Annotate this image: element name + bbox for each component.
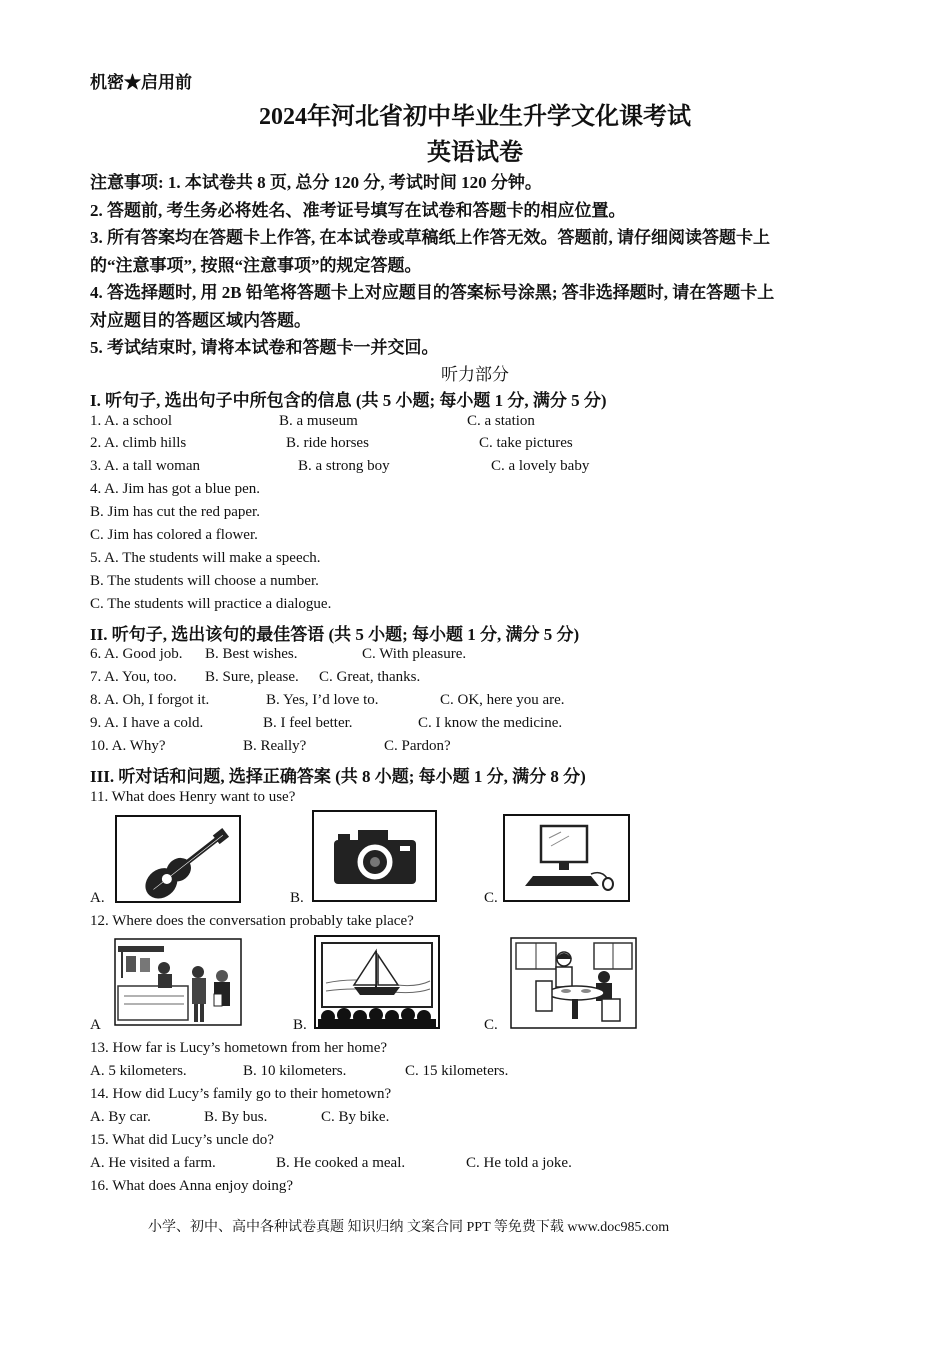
q15-option-b: B. He cooked a meal. (276, 1155, 406, 1171)
q2-option-b: B. ride horses (286, 435, 369, 451)
restaurant-picture (510, 937, 637, 1029)
q11-label-c: C. (484, 890, 498, 906)
exam-title: 2024年河北省初中毕业生升学文化课考试 (259, 104, 691, 130)
q11-label-b: B. (290, 890, 304, 906)
q7-option-b: B. Sure, please. (205, 669, 299, 685)
computer-picture (503, 814, 630, 902)
q9-option-b: B. I feel better. (263, 715, 353, 731)
q6-option-b: B. Best wishes. (205, 646, 298, 662)
q2-option-a: 2. A. climb hills (90, 435, 187, 451)
listening-title: 听力部分 (441, 365, 509, 384)
confidential-label: 机密★启用前 (90, 73, 192, 92)
q4-option-b: B. Jim has cut the red paper. (90, 504, 260, 520)
q15-option-a: A. He visited a farm. (90, 1155, 216, 1171)
q4-option-a: 4. A. Jim has got a blue pen. (90, 481, 260, 497)
q1-option-c: C. a station (467, 413, 535, 429)
q1-option-a: 1. A. a school (90, 413, 173, 429)
q13-question: 13. How far is Lucy’s hometown from her home? (90, 1040, 388, 1056)
q8-option-c: C. OK, here you are. (440, 692, 565, 708)
q14-option-c: C. By bike. (321, 1109, 390, 1125)
q5-option-a: 5. A. The students will make a speech. (90, 550, 321, 566)
note-line: 注意事项: 1. 本试卷共 8 页, 总分 120 分, 考试时间 120 分钟。 (90, 173, 542, 192)
q10-option-c: C. Pardon? (384, 738, 451, 754)
q14-question: 14. How did Lucy’s family go to their hometown? (90, 1086, 392, 1102)
q12-label-c: C. (484, 1017, 498, 1033)
q10-option-b: B. Really? (243, 738, 307, 754)
q5-option-b: B. The students will choose a number. (90, 573, 319, 589)
q12-label-a: A (90, 1017, 101, 1033)
note-line: 5. 考试结束时, 请将本试卷和答题卡一并交回。 (90, 338, 439, 357)
camera-picture (312, 810, 437, 902)
q3-option-b: B. a strong boy (298, 458, 390, 474)
q7-option-a: 7. A. You, too. (90, 669, 177, 685)
q3-option-c: C. a lovely baby (491, 458, 590, 474)
q4-option-c: C. Jim has colored a flower. (90, 527, 258, 543)
section-2-heading: II. 听句子, 选出该句的最佳答语 (共 5 小题; 每小题 1 分, 满分 5 分) (90, 625, 580, 644)
note-line: 对应题目的答题区域内答题。 (90, 311, 311, 330)
q11-label-a: A. (90, 890, 105, 906)
q6-option-c: C. With pleasure. (362, 646, 467, 662)
exam-subtitle: 英语试卷 (427, 140, 523, 166)
q15-option-c: C. He told a joke. (466, 1155, 572, 1171)
note-line: 的“注意事项”, 按照“注意事项”的规定答题。 (90, 256, 422, 275)
q2-option-c: C. take pictures (479, 435, 573, 451)
q14-option-b: B. By bus. (204, 1109, 268, 1125)
note-line: 2. 答题前, 考生务必将姓名、准考证号填写在试卷和答题卡的相应位置。 (90, 201, 626, 220)
guitar-picture (115, 815, 241, 903)
q13-option-b: B. 10 kilometers. (243, 1063, 347, 1079)
q12-label-b: B. (293, 1017, 307, 1033)
q7-option-c: C. Great, thanks. (319, 669, 421, 685)
q1-option-b: B. a museum (279, 413, 358, 429)
q8-option-b: B. Yes, I’d love to. (266, 692, 379, 708)
section-3-heading: III. 听对话和问题, 选择正确答案 (共 8 小题; 每小题 1 分, 满分 8 分) (90, 767, 586, 786)
q3-option-a: 3. A. a tall woman (90, 458, 200, 474)
q12-question: 12. Where does the conversation probably take place? (90, 913, 414, 929)
cinema-picture (314, 935, 440, 1029)
note-line: 3. 所有答案均在答题卡上作答, 在本试卷或草稿纸上作答无效。答题前, 请仔细阅读答题卡上 (90, 228, 770, 247)
q15-question: 15. What did Lucy’s uncle do? (90, 1132, 274, 1148)
q9-option-c: C. I know the medicine. (418, 715, 563, 731)
q14-option-a: A. By car. (90, 1109, 151, 1125)
q8-option-a: 8. A. Oh, I forgot it. (90, 692, 210, 708)
q13-option-a: A. 5 kilometers. (90, 1063, 187, 1079)
q11-question: 11. What does Henry want to use? (90, 789, 296, 805)
q6-option-a: 6. A. Good job. (90, 646, 183, 662)
footer-text: 小学、初中、高中各种试卷真题 知识归纳 文案合同 PPT 等免费下载 www.doc985.com (148, 1220, 670, 1235)
section-1-heading: I. 听句子, 选出句子中所包含的信息 (共 5 小题; 每小题 1 分, 满分 5 分) (90, 391, 607, 410)
q13-option-c: C. 15 kilometers. (405, 1063, 509, 1079)
q16-question: 16. What does Anna enjoy doing? (90, 1178, 294, 1194)
q5-option-c: C. The students will practice a dialogue. (90, 596, 332, 612)
note-line: 4. 答选择题时, 用 2B 铅笔将答题卡上对应题目的答案标号涂黑; 答非选择题时, 请在答题卡上 (90, 283, 775, 302)
shop-picture (114, 938, 242, 1026)
q10-option-a: 10. A. Why? (90, 738, 166, 754)
q9-option-a: 9. A. I have a cold. (90, 715, 204, 731)
